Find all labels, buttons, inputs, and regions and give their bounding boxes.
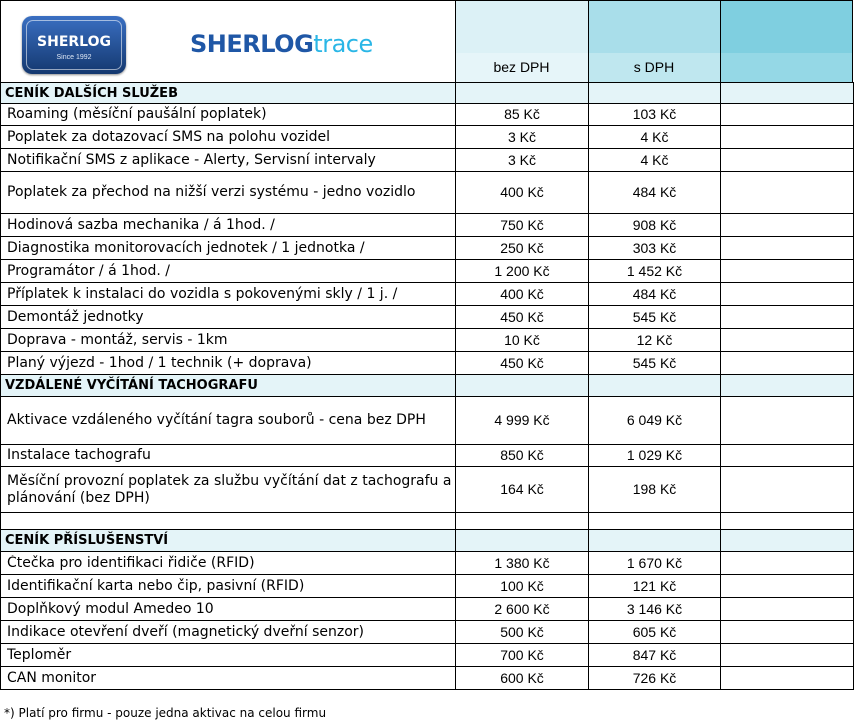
service-description-text: Identifikační karta nebo čip, pasivní (RFID) [7, 577, 305, 594]
table-row [1, 667, 854, 690]
price-bez-dph: 750 Kč [456, 214, 589, 237]
service-description [1, 598, 456, 621]
header-column-band [455, 0, 588, 53]
empty-cell [721, 445, 854, 467]
service-description [1, 467, 456, 513]
table-row [1, 397, 854, 445]
section-header-empty-cell [589, 375, 721, 397]
price-bez-dph: 3 Kč [456, 126, 589, 149]
service-description-text: Aktivace vzdáleného vyčítání tagra souborů - cena bez DPH [7, 412, 426, 428]
sherlog-badge-name: SHERLOG [37, 34, 111, 50]
table-row [1, 214, 854, 237]
section-header-empty-cell [721, 83, 854, 104]
service-description [1, 149, 456, 172]
sherlog-trace-logo-part1: SHERLOG [190, 30, 314, 58]
price-bez-dph: 85 Kč [456, 104, 589, 126]
service-description [1, 126, 456, 149]
table-row [1, 467, 854, 513]
service-description [1, 283, 456, 306]
price-s-dph: 4 Kč [589, 126, 721, 149]
price-s-dph: 103 Kč [589, 104, 721, 126]
section-header-empty-cell [456, 83, 589, 104]
price-s-dph: 3 146 Kč [589, 598, 721, 621]
price-bez-dph: 10 Kč [456, 329, 589, 352]
empty-cell [721, 149, 854, 172]
section-header-empty-cell [721, 530, 854, 552]
service-description [1, 352, 456, 375]
empty-cell [721, 352, 854, 375]
price-bez-dph: 500 Kč [456, 621, 589, 644]
price-bez-dph: 400 Kč [456, 283, 589, 306]
table-row [1, 283, 854, 306]
header-column-band [720, 0, 853, 53]
table-row [1, 172, 854, 214]
empty-cell [721, 237, 854, 260]
price-s-dph: 121 Kč [589, 575, 721, 598]
service-description-text: Roaming (měsíční paušální poplatek) [7, 106, 267, 122]
section-title: CENÍK DALŠÍCH SLUŽEB [1, 83, 456, 104]
empty-cell [721, 260, 854, 283]
price-s-dph: 6 049 Kč [589, 397, 721, 445]
sherlog-badge-logo [22, 16, 126, 74]
empty-cell [721, 513, 854, 530]
service-description-text: Čtečka pro identifikaci řidiče (RFID) [7, 554, 255, 571]
price-table-body [1, 83, 854, 690]
service-description-text: Měsíční provozní poplatek za službu vyčítání dat z tachografu a plánování (bez DPH) [7, 472, 452, 506]
section-title: CENÍK PŘÍSLUŠENSTVÍ [1, 530, 456, 552]
table-row [1, 260, 854, 283]
header-column-label: bez DPH [455, 53, 588, 82]
section-header-empty-cell [589, 83, 721, 104]
empty-cell [721, 126, 854, 149]
header-divider [720, 0, 721, 82]
empty-cell [721, 397, 854, 445]
empty-cell [1, 513, 456, 530]
header-column-bez-dph [455, 0, 588, 82]
service-description-text: Planý výjezd - 1hod / 1 technik (+ doprava) [7, 354, 312, 371]
section-gap-row [1, 513, 854, 530]
footnote: *) Platí pro firmu - pouze jedna aktivac na celou firmu [4, 706, 327, 720]
price-s-dph: 1 452 Kč [589, 260, 721, 283]
price-s-dph: 605 Kč [589, 621, 721, 644]
price-bez-dph: 600 Kč [456, 667, 589, 690]
price-s-dph: 545 Kč [589, 306, 721, 329]
price-bez-dph: 100 Kč [456, 575, 589, 598]
header-divider [588, 0, 589, 82]
service-description-text: Doprava - montáž, servis - 1km [7, 331, 228, 348]
service-description [1, 667, 456, 690]
price-s-dph: 545 Kč [589, 352, 721, 375]
table-row [1, 126, 854, 149]
empty-cell [589, 513, 721, 530]
header-logo-area [0, 0, 455, 82]
price-bez-dph: 700 Kč [456, 644, 589, 667]
service-description [1, 104, 456, 126]
empty-cell [721, 575, 854, 598]
table-row [1, 621, 854, 644]
empty-cell [721, 644, 854, 667]
empty-cell [721, 283, 854, 306]
empty-cell [721, 621, 854, 644]
service-description-text: Notifikační SMS z aplikace - Alerty, Servisní intervaly [7, 151, 376, 168]
empty-cell [721, 552, 854, 575]
service-description-text: Demontáž jednotky [7, 308, 144, 325]
service-description [1, 260, 456, 283]
service-description-text: Hodinová sazba mechanika / á 1hod. / [7, 216, 275, 233]
header-column-s-dph [588, 0, 720, 82]
section-header-empty-cell [589, 530, 721, 552]
price-s-dph: 12 Kč [589, 329, 721, 352]
price-s-dph: 1 670 Kč [589, 552, 721, 575]
service-description-text: CAN monitor [7, 669, 97, 686]
price-s-dph: 726 Kč [589, 667, 721, 690]
sherlog-badge-since: Since 1992 [56, 54, 92, 61]
price-s-dph: 198 Kč [589, 467, 721, 513]
empty-cell [721, 667, 854, 690]
section-header-empty-cell [456, 375, 589, 397]
price-bez-dph: 3 Kč [456, 149, 589, 172]
price-bez-dph: 1 200 Kč [456, 260, 589, 283]
price-bez-dph: 164 Kč [456, 467, 589, 513]
table-row [1, 445, 854, 467]
service-description-text: Poplatek za dotazovací SMS na polohu vozidel [7, 128, 331, 145]
table-row [1, 104, 854, 126]
service-description [1, 445, 456, 467]
table-row [1, 237, 854, 260]
service-description-text: Instalace tachografu [7, 447, 151, 463]
price-s-dph: 484 Kč [589, 172, 721, 214]
table-row [1, 552, 854, 575]
price-table [0, 82, 854, 690]
header-divider [455, 0, 456, 82]
service-description-text: Diagnostika monitorovacích jednotek / 1 jednotka / [7, 239, 365, 256]
service-description-text: Programátor / á 1hod. / [7, 262, 170, 279]
price-bez-dph: 450 Kč [456, 352, 589, 375]
service-description [1, 621, 456, 644]
service-description-text: Poplatek za přechod na nižší verzi systému - jedno vozidlo [7, 184, 416, 200]
empty-cell [721, 467, 854, 513]
service-description [1, 237, 456, 260]
price-bez-dph: 400 Kč [456, 172, 589, 214]
service-description-text: Teploměr [7, 646, 72, 663]
section-header-row [1, 83, 854, 104]
service-description [1, 552, 456, 575]
service-description-text: Indikace otevření dveří (magnetický dveřní senzor) [7, 623, 364, 640]
section-header-row [1, 530, 854, 552]
price-s-dph: 484 Kč [589, 283, 721, 306]
table-row [1, 329, 854, 352]
price-bez-dph: 850 Kč [456, 445, 589, 467]
empty-cell [721, 104, 854, 126]
service-description [1, 306, 456, 329]
empty-cell [721, 598, 854, 621]
section-header-empty-cell [721, 375, 854, 397]
price-s-dph: 847 Kč [589, 644, 721, 667]
price-bez-dph: 250 Kč [456, 237, 589, 260]
sherlog-trace-logo [190, 30, 373, 58]
empty-cell [721, 214, 854, 237]
section-header-row [1, 375, 854, 397]
sherlog-trace-logo-part2: trace [313, 30, 373, 58]
table-row [1, 598, 854, 621]
header-column-label [720, 53, 853, 82]
price-bez-dph: 4 999 Kč [456, 397, 589, 445]
service-description [1, 397, 456, 445]
header-column-extra [720, 0, 853, 82]
price-bez-dph: 2 600 Kč [456, 598, 589, 621]
service-description [1, 575, 456, 598]
price-s-dph: 303 Kč [589, 237, 721, 260]
service-description [1, 214, 456, 237]
service-description [1, 329, 456, 352]
empty-cell [721, 172, 854, 214]
header-column-band [588, 0, 720, 53]
service-description-text: Doplňkový modul Amedeo 10 [7, 600, 214, 617]
header-column-label: s DPH [588, 53, 720, 82]
table-row [1, 644, 854, 667]
service-description [1, 644, 456, 667]
price-s-dph: 908 Kč [589, 214, 721, 237]
table-row [1, 306, 854, 329]
price-bez-dph: 1 380 Kč [456, 552, 589, 575]
section-header-empty-cell [456, 530, 589, 552]
table-row [1, 352, 854, 375]
price-s-dph: 1 029 Kč [589, 445, 721, 467]
empty-cell [721, 306, 854, 329]
empty-cell [721, 329, 854, 352]
price-s-dph: 4 Kč [589, 149, 721, 172]
section-title: VZDÁLENÉ VYČÍTÁNÍ TACHOGRAFU [1, 375, 456, 397]
empty-cell [456, 513, 589, 530]
service-description-text: Příplatek k instalaci do vozidla s pokovenými skly / 1 j. / [7, 285, 398, 302]
table-row [1, 149, 854, 172]
table-row [1, 575, 854, 598]
price-bez-dph: 450 Kč [456, 306, 589, 329]
service-description [1, 172, 456, 214]
